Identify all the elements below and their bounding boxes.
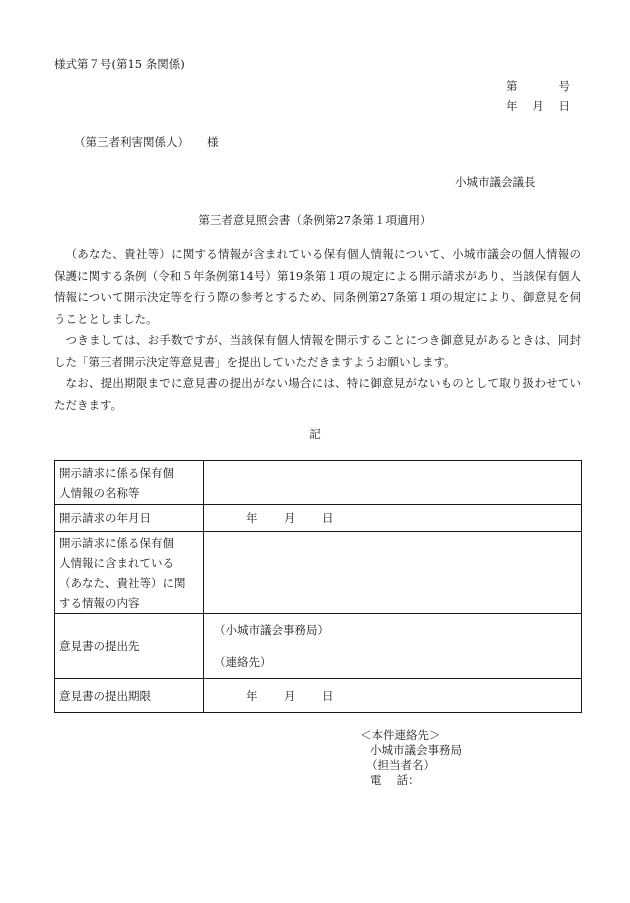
document-number-line (506, 76, 570, 96)
table-label: 開示請求の年月日 (55, 505, 204, 532)
table-label (55, 532, 204, 614)
label-line: 開示請求に係る保有個 (59, 465, 174, 480)
table-label: 意見書の提出期限 (55, 679, 204, 713)
date-year: 年 (246, 688, 258, 703)
label-line: 開示請求に係る保有個 (59, 535, 174, 550)
table-row (55, 505, 582, 532)
ki-heading: 記 (309, 427, 321, 441)
body-text (54, 244, 581, 416)
date-day: 日 (322, 688, 334, 703)
table-value (204, 505, 582, 532)
submission-office: （小城市議会事務局） (214, 623, 329, 637)
date-month: 月 (532, 99, 544, 113)
recipient-honorific: 様 (207, 135, 219, 149)
submission-contact: （連絡先） (214, 655, 272, 669)
date-month: 月 (284, 511, 296, 525)
date-day: 日 (322, 511, 334, 525)
table-label: 意見書の提出先 (55, 614, 204, 679)
info-table (54, 460, 582, 713)
label-line: （あなた、貴社等）に関 (59, 575, 186, 590)
label-line: 人情報に含まれている (59, 555, 174, 570)
recipient-name: （第三者利害関係人） (74, 135, 189, 149)
table-row (55, 532, 582, 614)
body-paragraph-2: つきましては、お手数ですが、当該保有個人情報を開示することにつき御意見があるときは、同封した「第三者開示決定等意見書」を提出していただきますようお願いします。 (54, 333, 581, 369)
table-row (55, 679, 582, 713)
recipient (74, 134, 219, 150)
contact-info (360, 728, 462, 788)
label-line: する情報の内容 (59, 595, 140, 610)
table-label (55, 461, 204, 505)
date-day: 日 (558, 99, 570, 113)
document-title: 第三者意見照会書（条例第27条第１項適用） (198, 213, 432, 227)
form-number: 様式第７号(第15 条関係) (54, 57, 185, 71)
date-month: 月 (284, 688, 296, 703)
table-value (204, 532, 582, 614)
doc-number-prefix: 第 (506, 79, 518, 93)
spacer (214, 640, 581, 652)
date-placeholder (214, 688, 581, 704)
doc-number-suffix: 号 (558, 79, 570, 93)
body-paragraph-1: （あなた、貴社等）に関する情報が含まれている保有個人情報について、小城市議会の個人情報の保護に関する条例（令和５年条例第14号）第19条第１項の規定による開示請求があり、当該保有個人情報について開示決定等を行う際の参考とするため、同条例第27条第１項の規定により、御意見を伺うこととしました。 (54, 247, 581, 326)
table-value (204, 614, 582, 679)
table-value (204, 461, 582, 505)
date-year: 年 (506, 99, 518, 113)
table-row (55, 461, 582, 505)
contact-heading: ＜本件連絡先＞ (360, 728, 441, 742)
sender: 小城市議会議長 (455, 175, 536, 189)
date-year: 年 (246, 511, 258, 525)
document-number-block (506, 76, 570, 116)
date-placeholder (214, 510, 581, 526)
contact-phone: 電 話： (370, 773, 420, 787)
body-paragraph-3: なお、提出期限までに意見書の提出がない場合には、特に御意見がないものとして取り扱わせていただきます。 (54, 376, 581, 412)
label-line: 人情報の名称等 (59, 485, 140, 500)
table-value (204, 679, 582, 713)
table-row (55, 614, 582, 679)
contact-office: 小城市議会事務局 (370, 743, 462, 757)
document-date-line (506, 96, 570, 116)
contact-person: （担当者名） (366, 758, 435, 772)
